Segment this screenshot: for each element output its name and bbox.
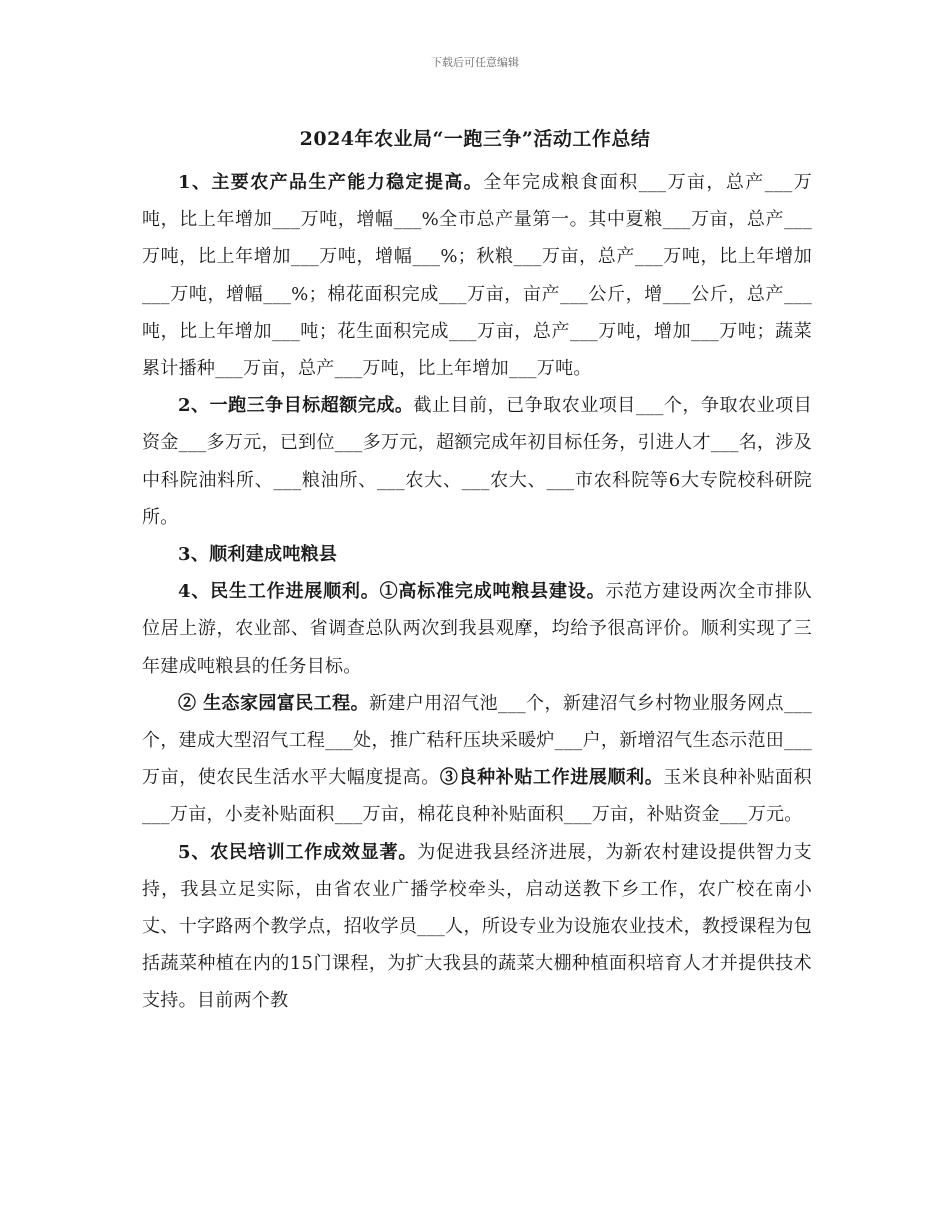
paragraph-text: 截止目前，已争取农业项目___个，争取农业项目资金___多万元，已到位___多万元，超额完成年初目标任务，引进人才___名，涉及中科院油料所、___粮油所、___农大、___农大、___市农科院等6大专院校科研院所。 [142, 395, 812, 528]
document-title: 2024年农业局“一跑三争”活动工作总结 [299, 128, 651, 150]
paragraph-text: 全年完成粮食面积___万亩，总产___万吨，比上年增加___万吨，增幅___%全市总产量第一。其中夏粮___万亩，总产___万吨，比上年增加___万吨，增幅___%；秋粮___万亩，总产___万吨，比上年增加___万吨，增幅___%；棉花面积完成___万亩，亩产___公斤，增___公斤，总产___吨，比上年增加___吨；花生面积完成___万亩，总产___万吨，增加___万吨；蔬菜累计播种___万亩，总产___万吨，比上年增加___万吨。 [142, 172, 812, 380]
paragraph-text: 新建户用沼气池___个，新建沼气乡村物业服务网点___个，建成大型沼气工程___处，推广秸秆压块采暖炉___户，新增沼气生态示范田___万亩，使农民生活水平大幅度提高。 [142, 692, 812, 789]
paragraph-text: 为促进我县经济进展，为新农村建设提供智力支持，我县立足实际，由省农业广播学校牵头，启动送教下乡工作，农广校在南小丈、十字路两个教学点，招收学员___人，所设专业为设施农业技术，教授课程为包括蔬菜种植在内的15门课程，为扩大我县的蔬菜大棚种植面积培育人才并提供技术支持。目前两个教 [142, 841, 812, 1012]
paragraph-1 [142, 164, 812, 387]
paragraph-6 [142, 834, 812, 1020]
paragraph-2 [142, 387, 812, 536]
paragraph-heading: 3、顺利建成吨粮县 [178, 544, 338, 566]
document-body [142, 164, 812, 1020]
paragraph-heading: ② 生态家园富民工程。 [178, 692, 370, 714]
paragraph-text: 玉米良种补贴面积___万亩，小麦补贴面积___万亩，棉花良种补贴面积___万亩，补贴资金___万元。 [142, 767, 812, 826]
paragraph-4 [142, 573, 812, 685]
paragraph-text: 示范方建设两次全市排队位居上游，农业部、省调查总队两次到我县观摩，均给予很高评价。顺利实现了三年建成吨粮县的任务目标。 [142, 581, 812, 677]
paragraph-heading: 1、主要农产品生产能力稳定提高。 [178, 172, 484, 193]
paragraph-heading: 5、农民培训工作成效显著。 [178, 841, 418, 863]
paragraph-heading: 4、民生工作进展顺利。①高标准完成吨粮县建设。 [178, 581, 606, 603]
paragraph-3 [142, 536, 812, 573]
paragraph-5 [142, 685, 812, 834]
header-note: 下载后可任意编辑 [431, 56, 519, 69]
paragraph-subheading: ③良种补贴工作进展顺利。 [439, 767, 664, 789]
paragraph-heading: 2、一跑三争目标超额完成。 [178, 395, 414, 417]
